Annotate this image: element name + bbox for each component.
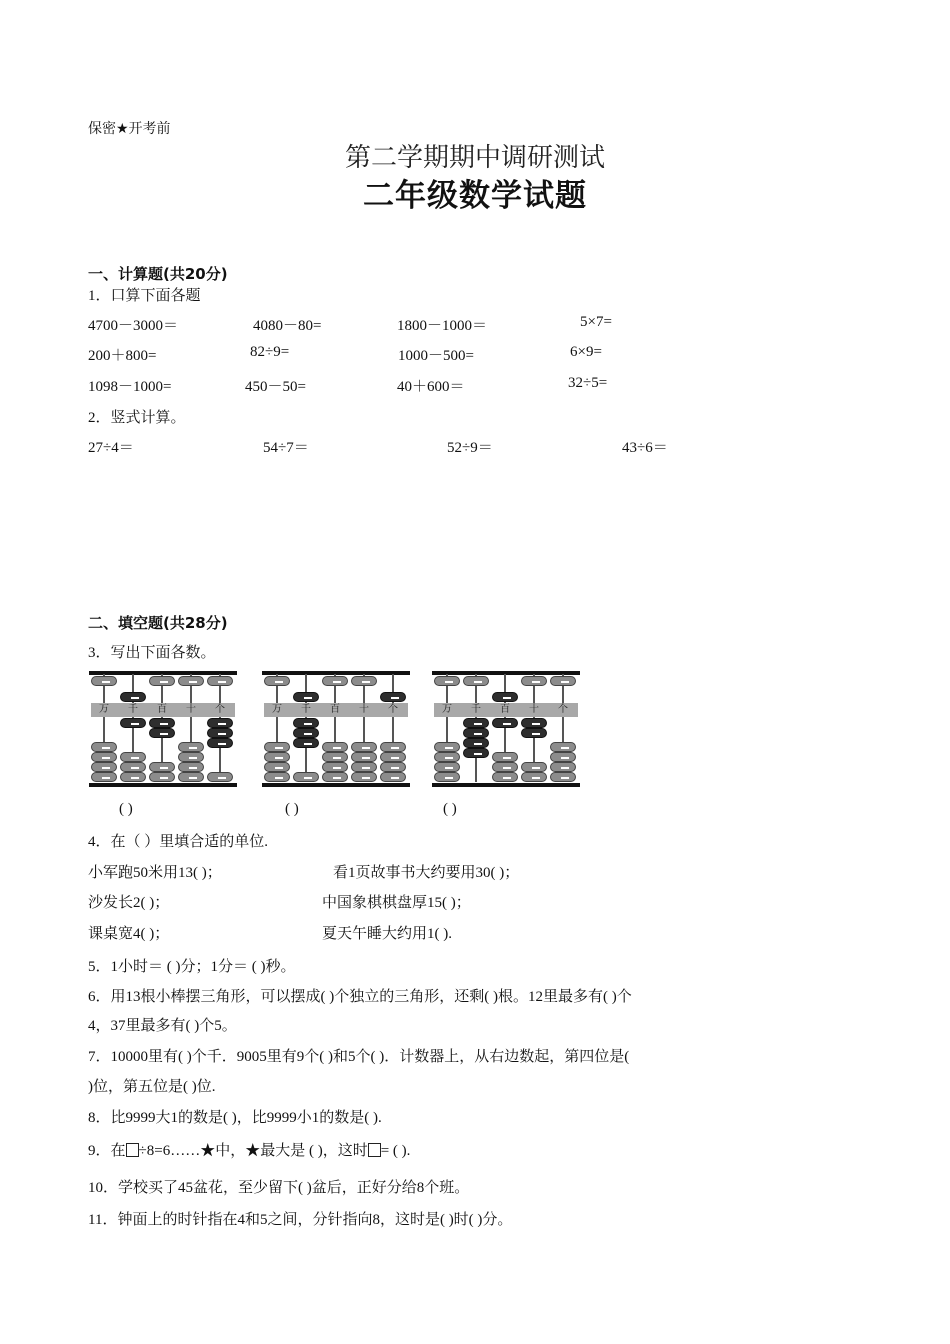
lower-bead [322, 762, 348, 772]
upper-bead [149, 676, 175, 686]
abacus-top-bar [89, 671, 237, 675]
lower-bead [492, 718, 518, 728]
q1-item: 1800－1000＝ [397, 318, 488, 334]
q1-item: 450－50= [245, 379, 306, 395]
abacus-1 [89, 671, 237, 787]
lower-bead [521, 762, 547, 772]
abacus-3-answer-blank[interactable]: ( ) [443, 801, 457, 817]
q1-item: 1000－500= [398, 348, 474, 364]
lower-bead [322, 772, 348, 782]
q4-item: 中国象棋棋盘厚15( )； [322, 895, 471, 911]
abacus-top-bar [432, 671, 580, 675]
q1-label: 1．口算下面各题 [88, 288, 201, 304]
q4-item: 看1页故事书大约要用30( )； [333, 865, 520, 881]
place-label: 百 [157, 704, 167, 715]
lower-bead [120, 718, 146, 728]
q4-item: 课桌宽4( )； [88, 926, 170, 942]
lower-bead [293, 718, 319, 728]
q4-item: 沙发长2( )； [88, 895, 170, 911]
lower-bead [178, 762, 204, 772]
upper-bead [550, 676, 576, 686]
q1-item: 40＋600＝ [397, 379, 465, 395]
upper-bead [322, 676, 348, 686]
lower-bead [463, 738, 489, 748]
lower-bead [120, 762, 146, 772]
q1-item: 200＋800= [88, 348, 157, 364]
q4-label: 4．在（ ）里填合适的单位. [88, 834, 269, 850]
section2-heading: 二、填空题(共28分) [88, 614, 228, 632]
q7-line1: 7．10000里有( )个千．9005里有9个( )和5个( )．计数器上，从右边数起，第四位是( [88, 1049, 630, 1065]
lower-bead [149, 762, 175, 772]
q6-line1: 6．用13根小棒摆三角形，可以摆成( )个独立的三角形，还剩( )根。12里最多有( )个 [88, 989, 632, 1005]
lower-bead [264, 762, 290, 772]
lower-bead [264, 752, 290, 762]
q9-text [88, 1139, 410, 1160]
lower-bead [463, 748, 489, 758]
q2-label: 2．竖式计算。 [88, 410, 186, 426]
q2-item: 43÷6＝ [622, 440, 668, 456]
q2-item: 52÷9＝ [447, 440, 493, 456]
abacus-1-answer-blank[interactable]: ( ) [119, 801, 133, 817]
q7-line2: )位，第五位是( )位. [88, 1079, 216, 1095]
place-label: 千 [128, 704, 138, 715]
lower-bead [351, 772, 377, 782]
q2-item: 54÷7＝ [263, 440, 309, 456]
lower-bead [207, 718, 233, 728]
lower-bead [434, 752, 460, 762]
upper-bead [492, 692, 518, 702]
q4-item: 小军跑50米用13( )； [88, 865, 222, 881]
abacus-bottom-bar [89, 783, 237, 787]
lower-bead [293, 738, 319, 748]
upper-bead [380, 692, 406, 702]
q6-line2: 4，37里最多有( )个5。 [88, 1018, 237, 1034]
lower-bead [322, 742, 348, 752]
upper-bead [293, 692, 319, 702]
lower-bead [550, 752, 576, 762]
q3-label: 3．写出下面各数。 [88, 645, 216, 661]
place-label: 十 [529, 704, 539, 715]
upper-bead [178, 676, 204, 686]
lower-bead [492, 762, 518, 772]
upper-bead [120, 692, 146, 702]
q11-text: 11．钟面上的时针指在4和5之间，分针指向8，这时是( )时( )分。 [88, 1212, 513, 1228]
q1-item: 6×9= [570, 344, 602, 360]
place-label: 百 [330, 704, 340, 715]
lower-bead [91, 762, 117, 772]
q1-item: 5×7= [580, 314, 612, 330]
place-label: 百 [500, 704, 510, 715]
lower-bead [149, 728, 175, 738]
lower-bead [178, 772, 204, 782]
lower-bead [434, 762, 460, 772]
lower-bead [120, 752, 146, 762]
q2-item: 27÷4＝ [88, 440, 134, 456]
q1-item: 1098－1000= [88, 379, 172, 395]
lower-bead [91, 772, 117, 782]
place-label: 个 [215, 704, 225, 715]
lower-bead [380, 762, 406, 772]
place-label: 千 [301, 704, 311, 715]
lower-bead [207, 728, 233, 738]
place-label: 万 [99, 704, 109, 715]
q4-item: 夏天午睡大约用1( ). [322, 926, 452, 942]
lower-bead [149, 772, 175, 782]
upper-bead [264, 676, 290, 686]
blank-square-icon [368, 1143, 381, 1157]
lower-bead [322, 752, 348, 762]
upper-bead [91, 676, 117, 686]
q1-item: 82÷9= [250, 344, 290, 360]
lower-bead [178, 752, 204, 762]
q1-item: 32÷5= [568, 375, 608, 391]
upper-bead [463, 676, 489, 686]
q9-suffix: = ( ). [380, 1143, 411, 1159]
lower-bead [492, 772, 518, 782]
section1-heading: 一、计算题(共20分) [88, 265, 228, 283]
lower-bead [91, 742, 117, 752]
place-label: 十 [186, 704, 196, 715]
lower-bead [380, 772, 406, 782]
lower-bead [91, 752, 117, 762]
lower-bead [521, 718, 547, 728]
lower-bead [463, 728, 489, 738]
lower-bead [207, 738, 233, 748]
abacus-3 [432, 671, 580, 787]
q5-text: 5．1小时＝ ( )分；1分＝ ( )秒。 [88, 959, 296, 975]
abacus-bottom-bar [262, 783, 410, 787]
abacus-2-answer-blank[interactable]: ( ) [285, 801, 299, 817]
lower-bead [351, 752, 377, 762]
q8-text: 8．比9999大1的数是( )，比9999小1的数是( ). [88, 1110, 382, 1126]
q9-prefix: 9．在 [88, 1143, 126, 1159]
lower-bead [264, 742, 290, 752]
lower-bead [293, 728, 319, 738]
q1-item: 4080－80= [253, 318, 322, 334]
blank-square-icon [126, 1143, 139, 1157]
place-label: 十 [359, 704, 369, 715]
exam-subtitle: 第二学期期中调研测试 [344, 143, 605, 172]
upper-bead [207, 676, 233, 686]
lower-bead [492, 752, 518, 762]
lower-bead [521, 772, 547, 782]
place-label: 个 [388, 704, 398, 715]
exam-title: 二年级数学试题 [363, 178, 587, 214]
lower-bead [380, 752, 406, 762]
lower-bead [380, 742, 406, 752]
lower-bead [207, 772, 233, 782]
lower-bead [178, 742, 204, 752]
q10-text: 10．学校买了45盆花，至少留下( )盆后，正好分给8个班。 [88, 1180, 470, 1196]
abacus-bottom-bar [432, 783, 580, 787]
upper-bead [351, 676, 377, 686]
upper-bead [434, 676, 460, 686]
lower-bead [521, 728, 547, 738]
lower-bead [550, 762, 576, 772]
lower-bead [293, 772, 319, 782]
lower-bead [120, 772, 146, 782]
lower-bead [434, 742, 460, 752]
place-label: 万 [272, 704, 282, 715]
place-label: 千 [471, 704, 481, 715]
abacus-2 [262, 671, 410, 787]
lower-bead [351, 742, 377, 752]
q1-item: 4700－3000＝ [88, 318, 179, 334]
q9-mid: ÷8=6……★中，★最大是 ( )，这时 [138, 1143, 368, 1159]
lower-bead [550, 742, 576, 752]
abacus-top-bar [262, 671, 410, 675]
lower-bead [264, 772, 290, 782]
lower-bead [149, 718, 175, 728]
lower-bead [434, 772, 460, 782]
confidential-label: 保密★开考前 [88, 121, 171, 137]
lower-bead [463, 718, 489, 728]
upper-bead [521, 676, 547, 686]
place-label: 万 [442, 704, 452, 715]
lower-bead [351, 762, 377, 772]
lower-bead [550, 772, 576, 782]
place-label: 个 [558, 704, 568, 715]
